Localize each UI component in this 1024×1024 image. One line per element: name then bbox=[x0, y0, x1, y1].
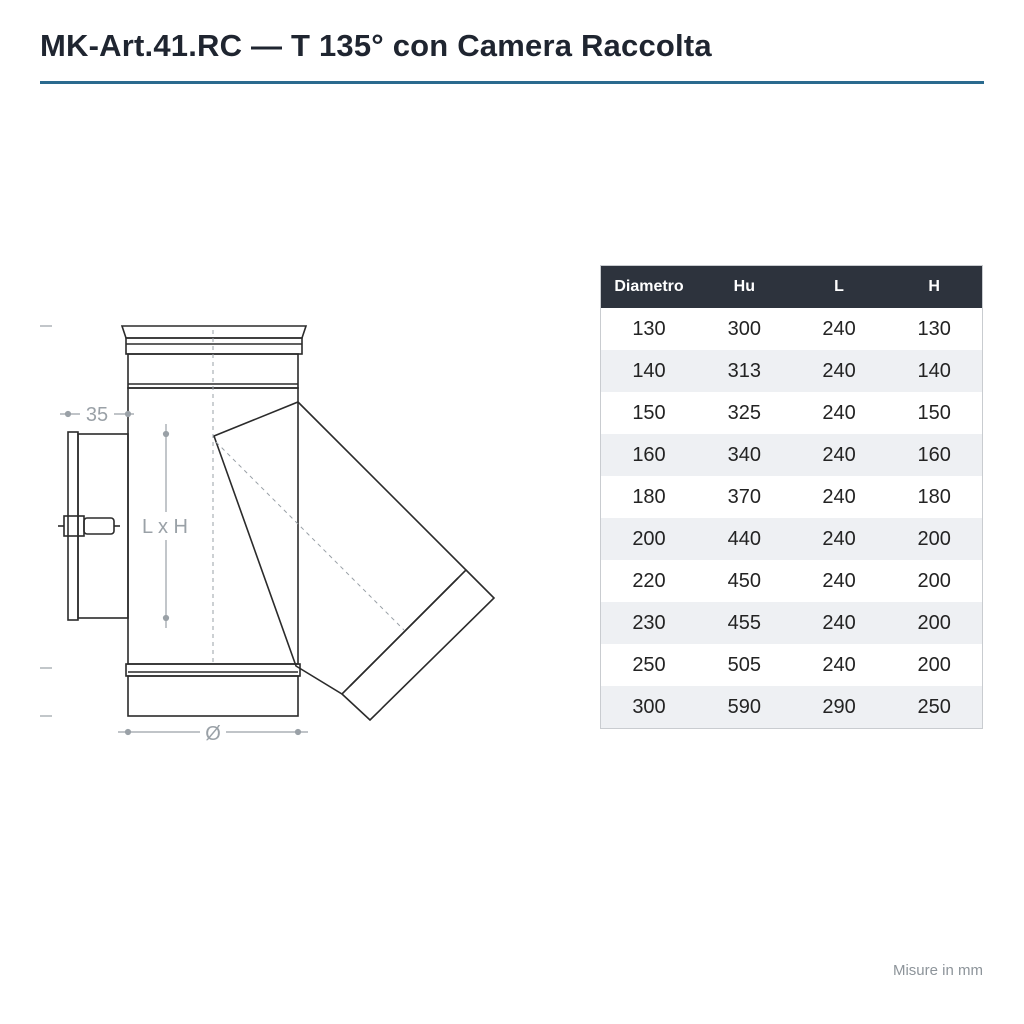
title-underline bbox=[40, 81, 984, 84]
cell-l: 240 bbox=[792, 392, 887, 434]
cell-l: 240 bbox=[792, 308, 887, 350]
cell-h: 180 bbox=[886, 476, 982, 518]
header-hu: Hu bbox=[697, 266, 792, 309]
cell-hu: 455 bbox=[697, 602, 792, 644]
page-title: MK-Art.41.RC — T 135° con Camera Raccolta bbox=[40, 28, 712, 63]
cell-h: 200 bbox=[886, 602, 982, 644]
cell-l: 240 bbox=[792, 518, 887, 560]
table-row bbox=[601, 434, 983, 476]
table-row bbox=[601, 602, 983, 644]
branch-centerline bbox=[216, 442, 404, 630]
dim-35-label: 35 bbox=[85, 404, 109, 426]
table-row bbox=[601, 560, 983, 602]
units-footnote: Misure in mm bbox=[892, 962, 983, 979]
cell-l: 240 bbox=[792, 350, 887, 392]
cell-hu: 300 bbox=[697, 308, 792, 350]
cell-diametro: 160 bbox=[601, 434, 698, 476]
cell-l: 240 bbox=[792, 644, 887, 686]
cell-hu: 505 bbox=[697, 644, 792, 686]
top-collar bbox=[122, 326, 306, 338]
bottom-ring bbox=[126, 664, 300, 676]
table-header-row bbox=[601, 266, 983, 309]
cell-l: 240 bbox=[792, 602, 887, 644]
dim-opening-label: L x H bbox=[142, 516, 188, 538]
dim-diameter-label: Ø bbox=[205, 723, 221, 745]
cell-h: 160 bbox=[886, 434, 982, 476]
cell-h: 200 bbox=[886, 518, 982, 560]
bottom-sleeve bbox=[128, 676, 298, 716]
technical-drawing bbox=[0, 300, 560, 760]
cell-hu: 370 bbox=[697, 476, 792, 518]
cell-l: 290 bbox=[792, 686, 887, 729]
cell-diametro: 200 bbox=[601, 518, 698, 560]
header-l: L bbox=[792, 266, 887, 309]
cell-diametro: 150 bbox=[601, 392, 698, 434]
cell-diametro: 180 bbox=[601, 476, 698, 518]
cell-l: 240 bbox=[792, 434, 887, 476]
cell-l: 240 bbox=[792, 476, 887, 518]
cell-diametro: 300 bbox=[601, 686, 698, 729]
cell-hu: 440 bbox=[697, 518, 792, 560]
cell-diametro: 140 bbox=[601, 350, 698, 392]
cell-hu: 450 bbox=[697, 560, 792, 602]
cell-hu: 313 bbox=[697, 350, 792, 392]
cell-diametro: 220 bbox=[601, 560, 698, 602]
cell-h: 150 bbox=[886, 392, 982, 434]
cell-h: 200 bbox=[886, 644, 982, 686]
table-row bbox=[601, 644, 983, 686]
table-row bbox=[601, 350, 983, 392]
branch-pipe bbox=[214, 402, 466, 694]
cell-h: 250 bbox=[886, 686, 982, 729]
cell-h: 140 bbox=[886, 350, 982, 392]
cell-h: 130 bbox=[886, 308, 982, 350]
cell-hu: 340 bbox=[697, 434, 792, 476]
latch-clamp bbox=[64, 516, 84, 536]
cell-h: 200 bbox=[886, 560, 982, 602]
table-row bbox=[601, 476, 983, 518]
cell-diametro: 250 bbox=[601, 644, 698, 686]
inspection-cap-flange bbox=[68, 432, 78, 620]
tee-135-drawing bbox=[0, 300, 560, 760]
table-row bbox=[601, 686, 983, 729]
table-row bbox=[601, 518, 983, 560]
header-diametro: Diametro bbox=[601, 266, 698, 309]
top-ring bbox=[126, 338, 302, 354]
cell-diametro: 230 bbox=[601, 602, 698, 644]
table-row bbox=[601, 308, 983, 350]
inspection-cap-body bbox=[78, 434, 128, 618]
table-row bbox=[601, 392, 983, 434]
cell-diametro: 130 bbox=[601, 308, 698, 350]
latch-lever bbox=[84, 518, 114, 534]
branch-ring bbox=[342, 570, 494, 720]
cell-l: 240 bbox=[792, 560, 887, 602]
dimensions-table bbox=[600, 265, 983, 729]
cell-hu: 325 bbox=[697, 392, 792, 434]
header-h: H bbox=[886, 266, 982, 309]
cell-hu: 590 bbox=[697, 686, 792, 729]
